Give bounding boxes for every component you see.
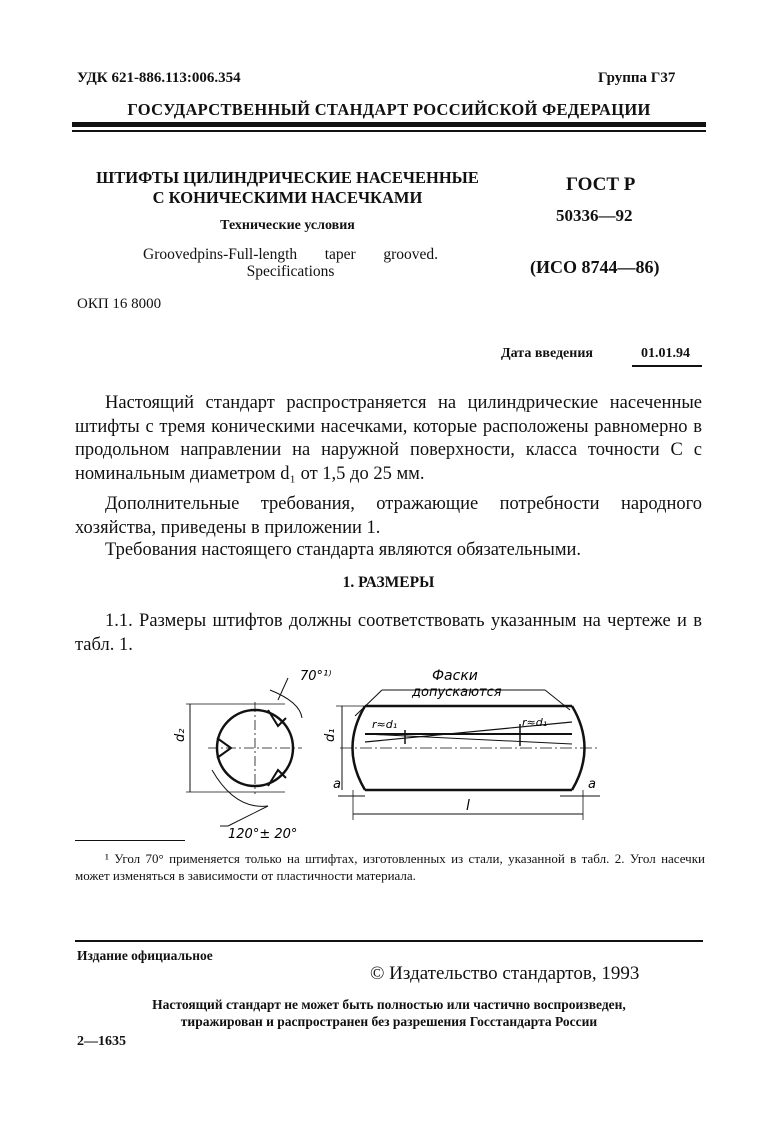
gost-label: ГОСТ Р [566,174,636,195]
udk-code: УДК 621-886.113:006.354 [77,70,241,86]
subtitle: Технические условия [220,218,355,233]
l-label: l [466,798,470,814]
page-code: 2—1635 [77,1034,126,1049]
english-title-line1: Groovedpins-Full-length taper grooved. [143,246,438,263]
angle-120-leader-1 [228,806,268,826]
state-standard-title: ГОСУДАРСТВЕННЫЙ СТАНДАРТ РОССИЙСКОЙ ФЕДЕРАЦИИ [127,100,651,119]
angle-120-label: 120°± 20° [228,827,298,840]
pin-title [80,168,495,208]
paragraph-mandatory: Требования настоящего стандарта являются обязательными. [105,540,582,560]
english-title-line2: Specifications [246,263,335,280]
radius-left-label: r≈d₁ [372,718,398,731]
group-code: Группа Г37 [598,70,676,86]
reproduction-notice-line1: Настоящий стандарт не может быть полностью или частично воспроизведен, [152,997,626,1012]
chamfer-label-1: Фаски [432,668,478,684]
paragraph-additional: Дополнительные требования, отражающие потребности народного хозяйства, приведены в приложении 1. [75,494,702,538]
footer-rule [75,940,703,942]
pin-title-line2: С КОНИЧЕСКИМИ НАСЕЧКАМИ [152,188,423,207]
d2-label: d₂ [173,728,188,742]
edition-label: Издание официальное [77,948,213,963]
intro-date-underline [632,365,702,367]
intro-date-value: 01.01.94 [641,346,690,361]
copyright: © Издательство стандартов, 1993 [370,963,640,984]
paragraph-dimensions: 1.1. Размеры штифтов должны соответствовать указанным на чертеже и в табл. 1. [75,611,702,655]
reproduction-notice [75,996,703,1030]
intro-date-label: Дата введения [501,346,593,361]
radius-right-label: r≈d₁ [522,716,548,729]
reproduction-notice-line2: тиражирован и распространен без разрешения Госстандарта России [180,1014,598,1029]
angle-70-label: 70°¹⁾ [300,669,332,684]
angle-120-arc [212,770,268,806]
d1-label: d₁ [323,728,338,742]
angle-70-leader [278,678,288,700]
okp-code: ОКП 16 8000 [77,296,162,312]
pin-drawing [150,660,620,840]
paragraph-scope: Настоящий стандарт распространяется на цилиндрические насеченные штифты с тремя коническими насечками, которые расположены равномерно в продольном направлении на наружной поверхности, класса точности С с номинальным диаметром d₁ от 1,5 до 25 мм. [75,393,702,484]
pin-title-line1: ШТИФТЫ ЦИЛИНДРИЧЕСКИЕ НАСЕЧЕННЫЕ [96,168,479,187]
header-thin-rule [72,130,706,132]
section-heading: 1. РАЗМЕРЫ [342,574,435,591]
english-title [143,246,438,280]
header-thick-rule [72,122,706,127]
a-right-label: a [588,777,596,792]
footnote-text: ¹ Угол 70° применяется только на штифтах, изготовленных из стали, указанной в табл. 2. Угол насечки может изменяться в зависимости от пластичности материала. [75,851,705,883]
chamfer-leader-left [355,690,382,716]
footnote-rule [75,840,185,841]
iso-reference: (ИСО 8744—86) [530,257,660,277]
a-left-label: a [333,777,341,792]
chamfer-label-2: допускаются [412,685,502,700]
gost-number: 50336—92 [556,206,633,225]
